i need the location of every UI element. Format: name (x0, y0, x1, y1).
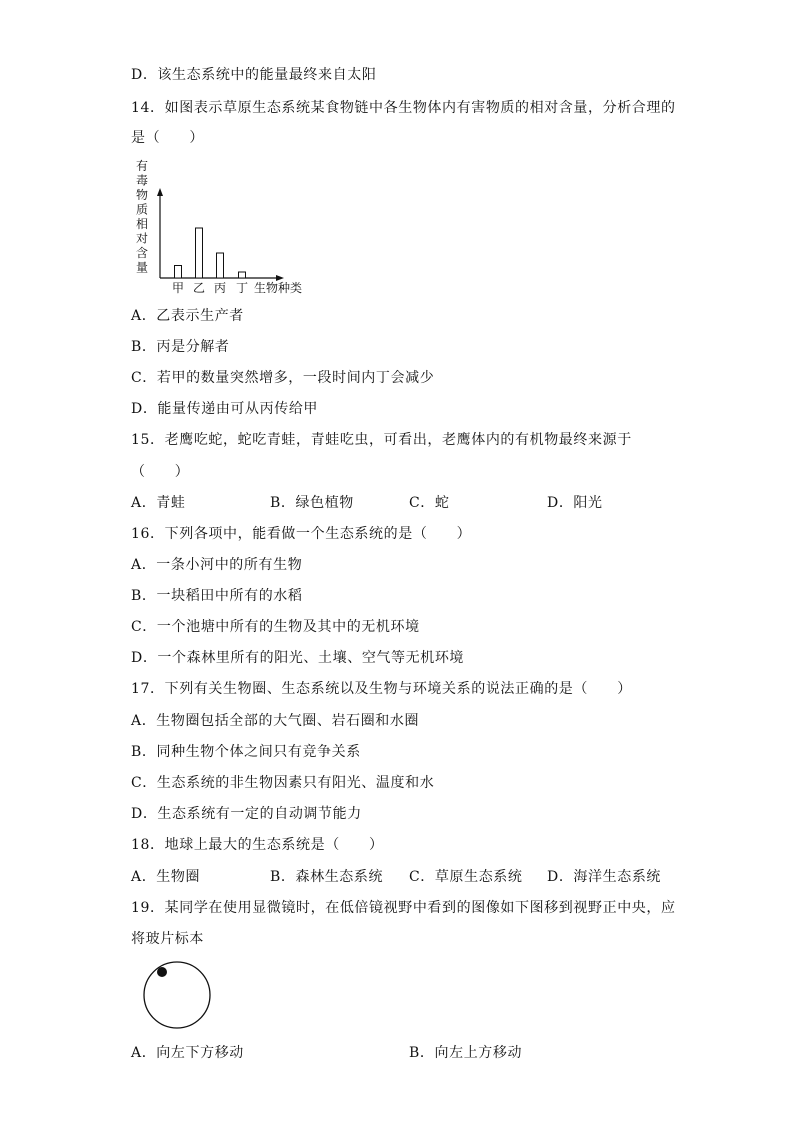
q19-stem: 19．某同学在使用显微镜时，在低倍镜视野中看到的图像如下图移到视野正中央，应 (131, 900, 676, 916)
y-label-char: 含 (135, 246, 149, 260)
y-label-char: 质 (135, 202, 149, 217)
bar-丙 (217, 253, 224, 278)
q16-option-c: C．一个池塘中所有的生物及其中的无机环境 (131, 619, 420, 635)
q17-stem: 17．下列有关生物圈、生态系统以及生物与环境关系的说法正确的是（ ） (131, 681, 632, 697)
y-label-char: 对 (135, 231, 149, 246)
x-tick-label: 甲 (171, 281, 185, 295)
q13-option-d: D．该生态系统中的能量最终来自太阳 (131, 67, 377, 83)
q14-option-a: A．乙表示生产者 (131, 308, 244, 324)
q19-option-b: B．向左上方移动 (409, 1045, 523, 1061)
field-circle (144, 962, 210, 1028)
q17-option-c: C．生态系统的非生物因素只有阳光、温度和水 (131, 775, 435, 791)
q15-option-a: A．青蛙 (131, 495, 186, 511)
q19-option-a: A．向左下方移动 (131, 1045, 244, 1061)
toxin-bar-chart (128, 154, 308, 299)
q18-option-c: C．草原生态系统 (409, 869, 523, 885)
bar-乙 (196, 228, 203, 278)
q18-stem: 18．地球上最大的生态系统是（ ） (131, 837, 384, 853)
y-axis-label (136, 159, 148, 275)
q15-option-c: C．蛇 (409, 495, 450, 511)
q16-option-d: D．一个森林里所有的阳光、土壤、空气等无机环境 (131, 650, 465, 666)
q18-option-b: B．森林生态系统 (270, 869, 384, 885)
q15-option-b: B．绿色植物 (270, 495, 354, 511)
x-tick-label: 丁 (235, 281, 249, 295)
q19-stem-cont: 将玻片标本 (131, 931, 204, 947)
microscope-field-of-view (140, 960, 214, 1030)
q14-option-d: D．能量传递由可从丙传给甲 (131, 401, 319, 417)
q14-stem: 14．如图表示草原生态系统某食物链中各生物体内有害物质的相对含量，分析合理的 (131, 100, 676, 116)
bar-甲 (175, 266, 182, 279)
q14-stem-cont: 是（ ） (131, 130, 204, 146)
y-label-char: 有 (135, 159, 149, 173)
q16-option-a: A．一条小河中的所有生物 (131, 557, 303, 573)
bar-丁 (239, 272, 246, 278)
x-tick-label: 丙 (213, 281, 227, 295)
x-tick-label: 乙 (192, 281, 206, 295)
y-label-char: 相 (135, 217, 149, 231)
q15-stem-cont: （ ） (131, 464, 190, 480)
y-label-char: 物 (135, 188, 149, 202)
q17-option-b: B．同种生物个体之间只有竞争关系 (131, 744, 361, 760)
q17-option-d: D．生态系统有一定的自动调节能力 (131, 806, 362, 822)
q18-option-d: D．海洋生态系统 (547, 869, 662, 885)
specimen-dot (157, 967, 167, 977)
bars (175, 228, 246, 278)
q16-option-b: B．一块稻田中所有的水稻 (131, 588, 303, 604)
q16-stem: 16．下列各项中，能看做一个生态系统的是（ ） (131, 526, 472, 542)
y-axis-arrow (157, 188, 163, 196)
x-axis-label: 生物种类 (254, 281, 303, 295)
q14-option-b: B．丙是分解者 (131, 339, 230, 355)
q15-stem: 15．老鹰吃蛇，蛇吃青蛙，青蛙吃虫，可看出，老鹰体内的有机物最终来源于 (131, 432, 632, 448)
x-tick-labels (172, 281, 248, 295)
q17-option-a: A．生物圈包括全部的大气圈、岩石圈和水圈 (131, 713, 420, 729)
q15-option-d: D．阳光 (547, 495, 603, 511)
q18-option-a: A．生物圈 (131, 869, 201, 885)
q14-option-c: C．若甲的数量突然增多，一段时间内丁会减少 (131, 370, 435, 386)
y-label-char: 量 (135, 260, 149, 275)
y-label-char: 毒 (135, 173, 149, 188)
